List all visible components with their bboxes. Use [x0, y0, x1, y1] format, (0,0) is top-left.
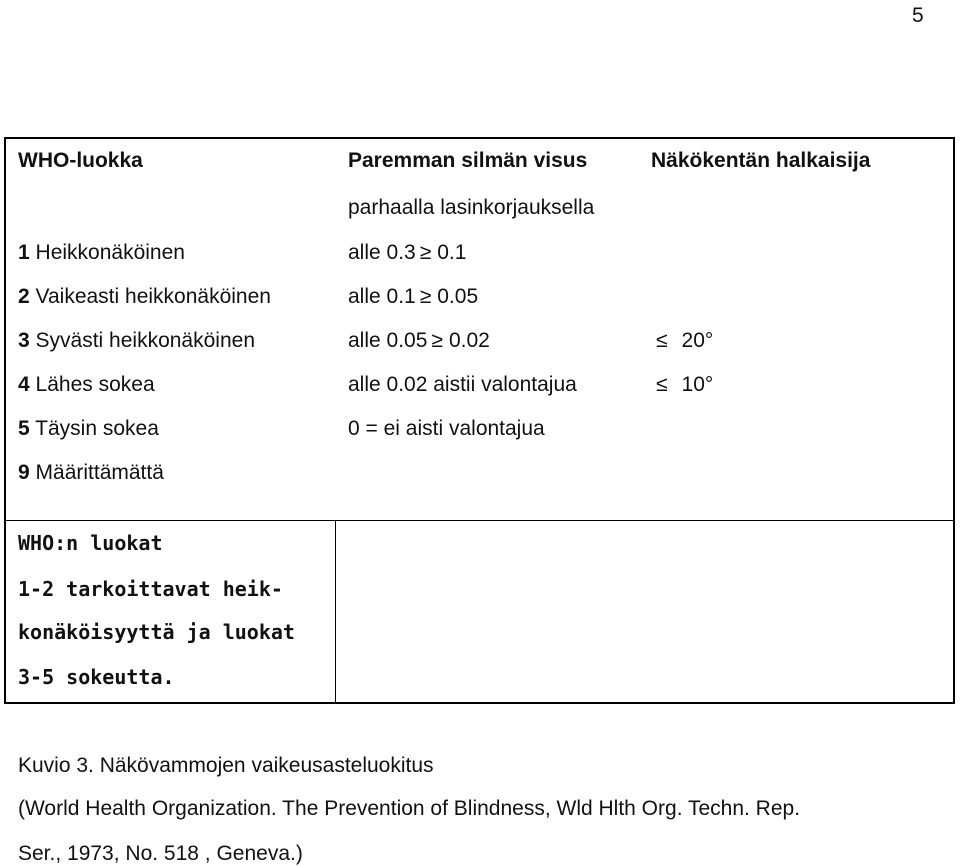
class-number: 5: [18, 417, 30, 440]
greater-equal-symbol: ≥: [419, 241, 432, 264]
class-label: Syvästi heikkonäköinen: [35, 329, 255, 352]
visus-value: 0 = ei aisti valontajua: [348, 417, 545, 440]
class-label: Vaikeasti heikkonäköinen: [35, 285, 271, 308]
class-label: Heikkonäköinen: [35, 241, 185, 264]
visus-cell: [348, 242, 466, 263]
page-number: 5: [912, 4, 924, 27]
visus-value: alle 0.1: [348, 285, 416, 308]
table-row: [18, 374, 155, 395]
visus-limit: 0.02: [448, 329, 490, 352]
header-visual-field: Näkökentän halkaisija: [651, 149, 871, 172]
visus-value: alle 0.05: [348, 329, 428, 352]
note-line: konäköisyyttä ja luokat: [18, 620, 295, 644]
field-value: 20°: [681, 329, 714, 352]
class-label: Määrittämättä: [35, 461, 164, 484]
table-right-border: [953, 137, 955, 704]
table-row: [18, 418, 159, 439]
header-visus: Paremman silmän visus: [348, 149, 588, 172]
class-number: 4: [18, 373, 30, 396]
field-cell: [656, 374, 713, 395]
visus-cell: [348, 374, 577, 395]
less-equal-symbol: ≤: [656, 329, 668, 352]
field-cell: [656, 330, 713, 351]
table-row: [18, 330, 255, 351]
figure-caption: Kuvio 3. Näkövammojen vaikeusasteluokitus: [18, 754, 434, 777]
table-row: [18, 242, 185, 263]
caption-source: (World Health Organization. The Prevention of Blindness, Wld Hlth Org. Techn. Rep.: [18, 797, 801, 820]
class-number: 9: [18, 461, 30, 484]
visus-cell: [348, 330, 490, 351]
class-number: 2: [18, 285, 30, 308]
header-who-class: WHO-luokka: [18, 149, 143, 172]
less-equal-symbol: ≤: [656, 373, 668, 396]
header-visus-sub: parhaalla lasinkorjauksella: [348, 196, 595, 219]
greater-equal-symbol: ≥: [431, 329, 443, 352]
table-divider: [4, 520, 955, 521]
table-top-border: [4, 137, 955, 139]
note-line: 1-2 tarkoittavat heik-: [18, 577, 283, 601]
visus-limit: 0.05: [437, 285, 479, 308]
class-label: Täysin sokea: [35, 417, 159, 440]
visus-value: alle 0.02 aistii valontajua: [348, 373, 577, 396]
class-number: 3: [18, 329, 30, 352]
visus-limit: 0.1: [437, 241, 467, 264]
class-label: Lähes sokea: [35, 373, 155, 396]
table-row: [18, 286, 271, 307]
table-bottom-border: [4, 702, 955, 704]
table-row: [18, 462, 164, 483]
caption-source-cont: Ser., 1973, No. 518 , Geneva.): [18, 842, 303, 865]
greater-equal-symbol: ≥: [419, 285, 432, 308]
visus-value: alle 0.3: [348, 241, 416, 264]
table-left-border: [4, 137, 6, 704]
note-line: 3-5 sokeutta.: [18, 665, 175, 689]
visus-cell: [348, 418, 545, 439]
class-number: 1: [18, 241, 30, 264]
note-line: WHO:n luokat: [18, 531, 163, 555]
visus-cell: [348, 286, 478, 307]
note-cell-divider: [335, 520, 336, 703]
field-value: 10°: [681, 373, 714, 396]
